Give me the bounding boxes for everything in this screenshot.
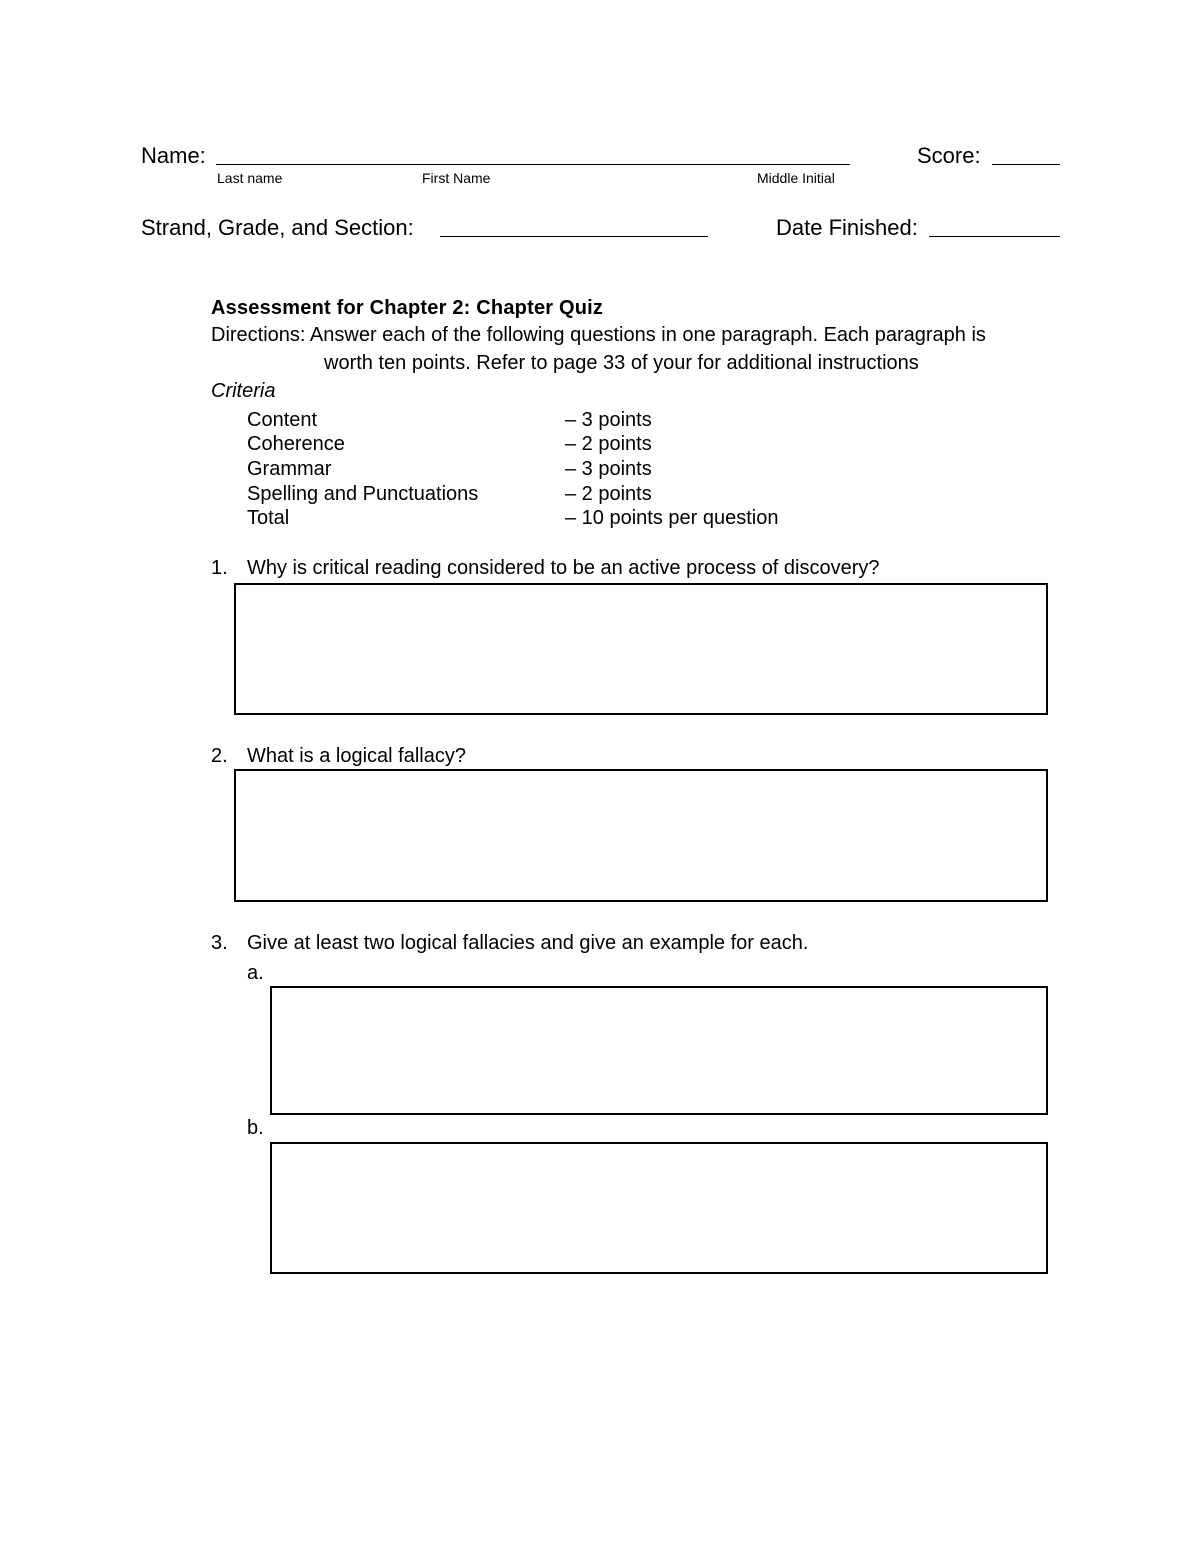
question-number: 2. [211, 745, 228, 767]
subitem-label-b: b. [247, 1117, 264, 1139]
last-name-caption: Last name [217, 170, 283, 186]
criteria-points: – 10 points per question [565, 507, 779, 529]
name-blank[interactable] [216, 164, 850, 165]
criteria-points: – 2 points [565, 483, 652, 505]
answer-box-3a[interactable] [270, 986, 1048, 1115]
name-label: Name: [141, 143, 206, 168]
directions-line-1: Directions: Answer each of the following questions in one paragraph. Each paragraph is [211, 324, 986, 346]
question-text: Why is critical reading considered to be an active process of discovery? [247, 557, 880, 579]
criteria-points: – 3 points [565, 409, 652, 431]
answer-box-1[interactable] [234, 583, 1048, 715]
criteria-name: Content [247, 409, 318, 431]
score-label: Score: [917, 143, 981, 168]
criteria-name: Total [247, 507, 290, 529]
subitem-label-a: a. [247, 962, 264, 984]
section-label: Strand, Grade, and Section: [141, 215, 414, 240]
criteria-name: Grammar [247, 458, 332, 480]
criteria-name: Spelling and Punctuations [247, 483, 479, 505]
question-text: Give at least two logical fallacies and give an example for each. [247, 932, 809, 954]
criteria-name: Coherence [247, 433, 345, 455]
section-blank[interactable] [440, 236, 708, 237]
date-finished-label: Date Finished: [776, 215, 918, 240]
question-number: 1. [211, 557, 228, 579]
answer-box-2[interactable] [234, 769, 1048, 902]
score-blank[interactable] [992, 164, 1060, 165]
assessment-title: Assessment for Chapter 2: Chapter Quiz [211, 297, 604, 319]
first-name-caption: First Name [422, 170, 491, 186]
question-number: 3. [211, 932, 228, 954]
criteria-points: – 2 points [565, 433, 652, 455]
criteria-points: – 3 points [565, 458, 652, 480]
answer-box-3b[interactable] [270, 1142, 1048, 1274]
date-finished-blank[interactable] [929, 236, 1060, 237]
criteria-heading: Criteria [211, 380, 276, 402]
middle-initial-caption: Middle Initial [757, 170, 835, 186]
directions-line-2: worth ten points. Refer to page 33 of your for additional instructions [324, 352, 919, 374]
question-text: What is a logical fallacy? [247, 745, 466, 767]
